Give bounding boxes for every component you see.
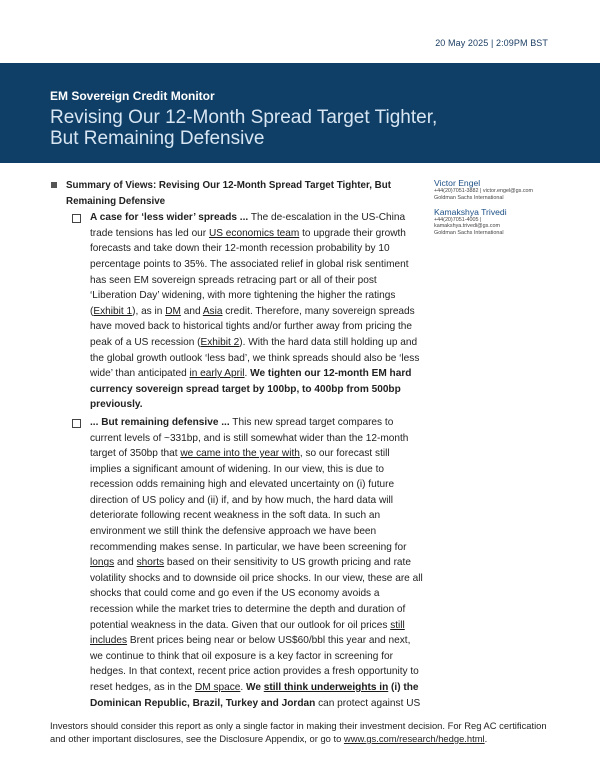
paragraph-lead: A case for ‘less wider’ spreads ... xyxy=(90,212,249,224)
author-name[interactable]: Kamakshya Trivedi xyxy=(434,206,507,217)
main-content xyxy=(48,178,423,711)
text: can protect against US xyxy=(315,697,421,709)
text: to upgrade their growth forecasts and take down their 12-month recession probability by 10 percentage points to 35%. The associated relief in global risk sentiment has seen EM sovereign spreads retracing part or all of their post ‘Liberation Day’ widening, with more tightening the higher the ratings ( xyxy=(90,227,409,317)
text: credit. Therefore, many sovereign spreads have moved back to historical tights and/or further away from pricing the peak of a US recession ( xyxy=(90,305,415,348)
paragraph-lead: ... But remaining defensive ... xyxy=(90,416,230,428)
link-exhibit-1[interactable]: Exhibit 1 xyxy=(93,305,133,317)
report-datetime: 20 May 2025 | 2:09PM BST xyxy=(435,38,548,48)
link-shorts[interactable]: shorts xyxy=(136,557,165,569)
link-came-into-year[interactable]: we came into the year with xyxy=(180,448,300,460)
link-still-includes[interactable]: still includes xyxy=(90,619,405,647)
disclosure-link[interactable]: www.gs.com/research/hedge.html xyxy=(343,733,485,744)
bold-text: (i) the Dominican Republic, Brazil, Turkey and Jordan xyxy=(90,682,419,709)
text: Brent prices being near or below US$60/bbl this year and next, we continue to think that oil exposure is a key factor in screening for hedges. In that context, recent price action provides a fresh opportunity to reset hedges, as in the xyxy=(90,635,419,693)
text: and xyxy=(180,305,203,317)
bullet-square-icon xyxy=(51,182,57,188)
report-title: Revising Our 12-Month Spread Target Tighter, But Remaining Defensive xyxy=(50,107,438,149)
text: . xyxy=(244,368,251,380)
author-contact: +44(20)7051-4005 | xyxy=(434,216,482,223)
link-exhibit-2[interactable]: Exhibit 2 xyxy=(200,336,240,348)
text: based on their sensitivity to US growth pricing and rate volatility shocks and to downside oil price shocks. In our view, these are all shocks that could come and go even if the US economy avoids a recession while the market tries to determine the depth and duration of potential weakness in the data. Given that our outlook for oil prices xyxy=(90,557,423,631)
author-victor-engel xyxy=(434,178,564,202)
checkbox-bullet-icon xyxy=(72,419,81,428)
bold-text: We xyxy=(245,682,264,693)
disclosure-footer xyxy=(50,719,555,745)
footer-end: . xyxy=(484,733,488,744)
link-dm-space[interactable]: DM space xyxy=(194,682,241,693)
checkbox-bullet-icon xyxy=(72,214,81,223)
title-banner xyxy=(0,63,600,163)
text: and xyxy=(114,557,137,569)
paragraph-less-wider-spreads xyxy=(48,210,423,413)
author-email: kamakshya.trivedi@gs.com xyxy=(434,223,500,230)
link-longs[interactable]: longs xyxy=(90,557,115,569)
text: ). With the hard data still holding up and the global growth outlook ‘less bad’, we think spreads should also be ‘less wide’ than anticipated xyxy=(90,336,420,380)
text: , so our forecast still implies a significant amount of widening. In our view, this is due to recession odds remaining high and elevated uncertainty on (i) future direction of US policy and (ii) if, and by how much, the hard data will deteriorate following recent weakness in the soft data. In such an environment we still think the defensive approach we have been recommending makes sense. In particular, we have been screening for xyxy=(90,448,407,553)
text: This new spread target compares to current levels of ~331bp, and is still somewhat wider than the 12-month target of 350bp that xyxy=(90,416,409,460)
author-name[interactable]: Victor Engel xyxy=(434,178,481,188)
link-dm[interactable]: DM xyxy=(165,305,181,317)
link-asia[interactable]: Asia xyxy=(202,305,223,317)
summary-heading: Summary of Views: Revising Our 12-Month Spread Target Tighter, But Remaining Defensive xyxy=(66,180,391,207)
summary-bullet xyxy=(48,178,423,209)
link-us-economics-team[interactable]: US economics team xyxy=(208,227,300,239)
author-contact: +44(20)7051-3882 | victor.engel@gs.com xyxy=(434,188,534,194)
text: . xyxy=(240,682,246,693)
key-conclusion: We tighten our 12-month EM hard currency sovereign spread target by 100bp, to 400bp from 500bp previously. xyxy=(90,368,412,411)
author-firm: Goldman Sachs International xyxy=(434,230,504,237)
series-name: EM Sovereign Credit Monitor xyxy=(50,89,215,103)
link-still-think-underweights[interactable]: still think underweights in xyxy=(263,682,389,693)
text: The de-escalation in the US-China trade tensions has led our xyxy=(90,212,406,239)
text: ), as in xyxy=(132,305,166,317)
link-early-april[interactable]: in early April xyxy=(189,368,245,380)
footer-text: Investors should consider this report as only a single factor in making their investment decision. For Reg AC certification and other important disclosures, see the Disclosure Appendix, or go to xyxy=(50,720,547,744)
authors-sidebar xyxy=(434,178,564,242)
author-firm: Goldman Sachs International xyxy=(434,194,504,201)
author-kamakshya-trivedi xyxy=(434,207,564,237)
paragraph-remaining-defensive xyxy=(48,415,423,711)
